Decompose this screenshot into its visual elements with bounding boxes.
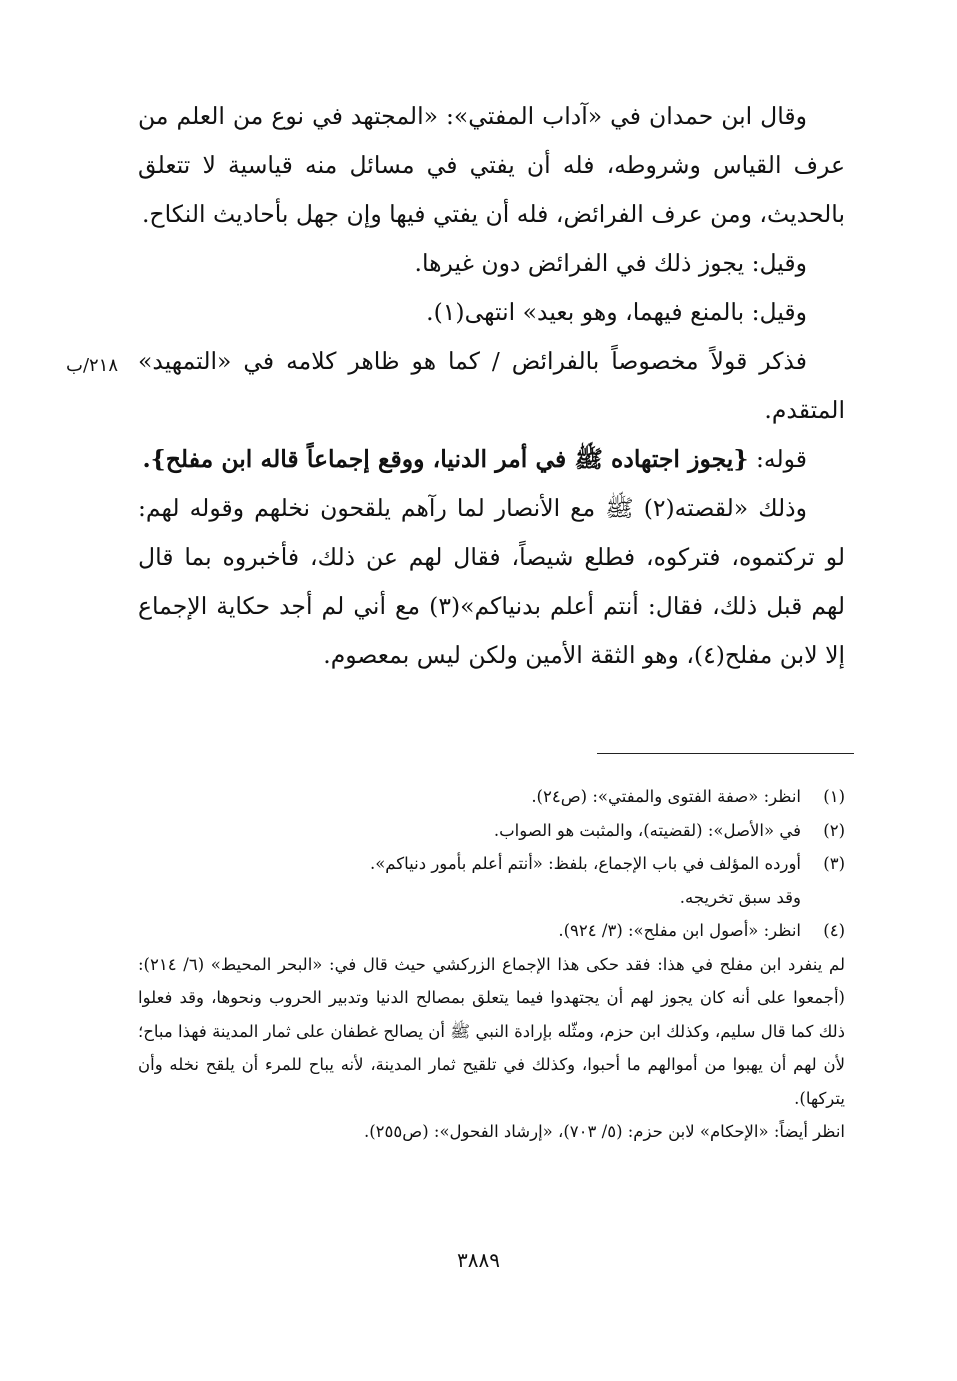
- footnote-continuation: انظر أيضاً: «الإحكام» لابن حزم: (٥/ ٧٠٣)، «إرشاد الفحول»: (ص٢٥٥).: [363, 1122, 845, 1141]
- footnote-text: انظر: «أصول ابن مفلح»: (٣/ ٩٢٤).: [558, 921, 801, 940]
- footnote-text: في «الأصل»: (لقضيته)، والمثبت هو الصواب.: [493, 820, 801, 840]
- footnote-number: (٢): [823, 820, 845, 840]
- footnote: [138, 847, 845, 881]
- footnote-number: (٣): [823, 854, 845, 873]
- paragraph: وذلك «لقصته(٢) ﷺ مع الأنصار لما رآهم يلقحون نخلهم وقوله لهم: لو تركتموه، فتركوه، فطلع شيصاً، فقال لهم عن ذلك، فأخبروه بما قال لهم قبل ذلك، فقال: أنتم أعلم بدنياكم»(٣) مع أني لم أجد حكاية الإجماع إلا لابن مفلح(٤)، وهو الثقة الأمين ولكن ليس بمعصوم.: [138, 494, 845, 669]
- paragraph: وقيل: يجوز ذلك في الفرائض دون غيرها.: [414, 249, 807, 277]
- main-text: [138, 92, 845, 680]
- page-number: ٣٨٨٩: [457, 1248, 500, 1272]
- footnote: [138, 814, 845, 848]
- footnote-number: (٤): [823, 921, 845, 940]
- quoted-matn: {يجوز اجتهاده ﷺ في أمر الدنيا، ووقع إجماعاً قاله ابن مفلح}.: [142, 445, 749, 473]
- footnote-number: (١): [823, 787, 845, 806]
- paragraph: وقيل: بالمنع فيهما، وهو بعيد» انتهى(١).: [426, 298, 807, 326]
- footnote-text: أورده المؤلف في باب الإجماع، بلفظ: «أنتم أعلم بأمور دنياكم».: [369, 854, 801, 873]
- footnotes: [138, 780, 845, 1149]
- footnote-text: انظر: «صفة الفتوى والمفتي»: (ص٢٤).: [531, 787, 801, 806]
- paragraph: وقال ابن حمدان في «آداب المفتي»: «المجتهد في نوع من العلم من عرف القياس وشروطه، فله أن يفتي في مسائل منه قياسية لا تتعلق بالحديث، ومن عرف الفرائض، فله أن يفتي فيها وإن جهل بأحاديث النكاح.: [138, 102, 845, 228]
- footnote: [138, 780, 845, 814]
- manuscript-folio-marker: ٢١٨/ب: [66, 355, 119, 376]
- footnote-separator: [597, 753, 854, 754]
- paragraph: فذكر قولاً مخصوصاً بالفرائض / كما هو ظاهر كلامه في «التمهيد» المتقدم.: [138, 347, 845, 424]
- quoted-matn-paragraph: [138, 435, 845, 484]
- footnote-continuation: لم ينفرد ابن مفلح في هذا: فقد حكى هذا الإجماع الزركشي حيث قال في: «البحر المحيط» (٦/ ٢١٤): (أجمعوا على أنه كان يجوز لهم أن يجتهدوا فيما يتعلق بمصالح الدنيا وتدبير الحروب ونحوها، وقد فعلوا ذلك كما قال سليم، وكذلك ابن حزم، ومثّله بإرادة النبي ﷺ أن يصالح غطفان على ثمار المدينة فهذا مباح؛ لأن لهم أن يهبوا من أموالهم ما أحبوا، وكذلك في تلقيح ثمار المدينة، لأنه يباح للمرء أن يلقح نخله وأن يتركها).: [138, 954, 845, 1108]
- footnote: [138, 914, 845, 948]
- quote-prefix: قوله:: [748, 445, 807, 473]
- footnote-continuation: وقد سبق تخريجه.: [679, 887, 801, 907]
